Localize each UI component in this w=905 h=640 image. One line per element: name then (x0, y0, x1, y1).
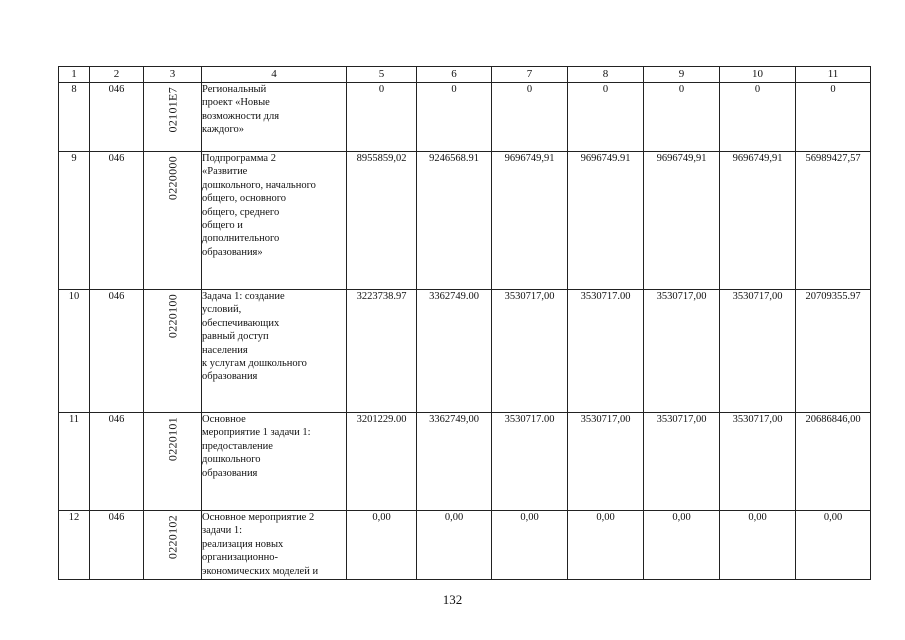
item-name: Основное мероприятие 1 задачи 1: предоставление дошкольного образования (202, 413, 347, 511)
column-header: 5 (347, 67, 417, 83)
column-header: 2 (90, 67, 144, 83)
csr-code-cell (144, 83, 202, 152)
row-number: 12 (59, 511, 90, 580)
table-row (59, 511, 871, 580)
value-cell: 0 (796, 83, 871, 152)
csr-code: 0220000 (164, 156, 179, 201)
csr-code: 0220102 (164, 515, 179, 560)
value-cell: 56989427,57 (796, 152, 871, 290)
admin-code: 046 (90, 511, 144, 580)
value-cell: 3362749,00 (417, 413, 492, 511)
row-number: 9 (59, 152, 90, 290)
value-cell: 0,00 (720, 511, 796, 580)
value-cell: 3201229.00 (347, 413, 417, 511)
table-row (59, 413, 871, 511)
value-cell: 0,00 (644, 511, 720, 580)
csr-code-cell (144, 152, 202, 290)
csr-code-cell (144, 290, 202, 413)
column-header: 10 (720, 67, 796, 83)
value-cell: 0 (347, 83, 417, 152)
value-cell: 0 (568, 83, 644, 152)
column-header: 7 (492, 67, 568, 83)
column-header: 1 (59, 67, 90, 83)
value-cell: 9246568.91 (417, 152, 492, 290)
value-cell: 3530717,00 (492, 290, 568, 413)
value-cell: 20686846,00 (796, 413, 871, 511)
value-cell: 9696749,91 (492, 152, 568, 290)
value-cell: 0 (492, 83, 568, 152)
admin-code: 046 (90, 152, 144, 290)
value-cell: 3530717.00 (492, 413, 568, 511)
value-cell: 8955859,02 (347, 152, 417, 290)
value-cell: 0 (644, 83, 720, 152)
admin-code: 046 (90, 290, 144, 413)
value-cell: 3530717,00 (568, 413, 644, 511)
table-row (59, 83, 871, 152)
page-number: 132 (442, 592, 463, 607)
value-cell: 0,00 (796, 511, 871, 580)
item-name: Задача 1: создание условий, обеспечивающих равный доступ населения к услугам дошкольного образования (202, 290, 347, 413)
column-header: 9 (644, 67, 720, 83)
csr-code-cell (144, 511, 202, 580)
budget-table (58, 66, 871, 580)
column-header: 8 (568, 67, 644, 83)
row-number: 8 (59, 83, 90, 152)
item-name: Региональный проект «Новые возможности для каждого» (202, 83, 347, 152)
csr-code: 0220100 (164, 294, 179, 339)
admin-code: 046 (90, 83, 144, 152)
value-cell: 0 (720, 83, 796, 152)
csr-code: 0220101 (164, 417, 179, 462)
value-cell: 3530717,00 (644, 413, 720, 511)
table-row (59, 152, 871, 290)
value-cell: 0 (417, 83, 492, 152)
column-header: 3 (144, 67, 202, 83)
value-cell: 3362749.00 (417, 290, 492, 413)
csr-code: 02101E7 (164, 87, 179, 133)
value-cell: 3223738.97 (347, 290, 417, 413)
value-cell: 3530717,00 (720, 290, 796, 413)
value-cell: 9696749,91 (720, 152, 796, 290)
row-number: 10 (59, 290, 90, 413)
value-cell: 0,00 (568, 511, 644, 580)
value-cell: 3530717.00 (568, 290, 644, 413)
value-cell: 0,00 (417, 511, 492, 580)
value-cell: 9696749,91 (644, 152, 720, 290)
item-name: Подпрограмма 2 «Развитие дошкольного, начального общего, основного общего, среднего общего и дополнительного образования» (202, 152, 347, 290)
table-row (59, 290, 871, 413)
column-header: 11 (796, 67, 871, 83)
item-name: Основное мероприятие 2 задачи 1: реализация новых организационно- экономических моделей и (202, 511, 347, 580)
csr-code-cell (144, 413, 202, 511)
value-cell: 3530717,00 (644, 290, 720, 413)
admin-code: 046 (90, 413, 144, 511)
value-cell: 0,00 (347, 511, 417, 580)
column-header: 6 (417, 67, 492, 83)
value-cell: 3530717,00 (720, 413, 796, 511)
value-cell: 9696749.91 (568, 152, 644, 290)
column-header: 4 (202, 67, 347, 83)
row-number: 11 (59, 413, 90, 511)
value-cell: 20709355.97 (796, 290, 871, 413)
table-header-row (59, 67, 871, 83)
value-cell: 0,00 (492, 511, 568, 580)
